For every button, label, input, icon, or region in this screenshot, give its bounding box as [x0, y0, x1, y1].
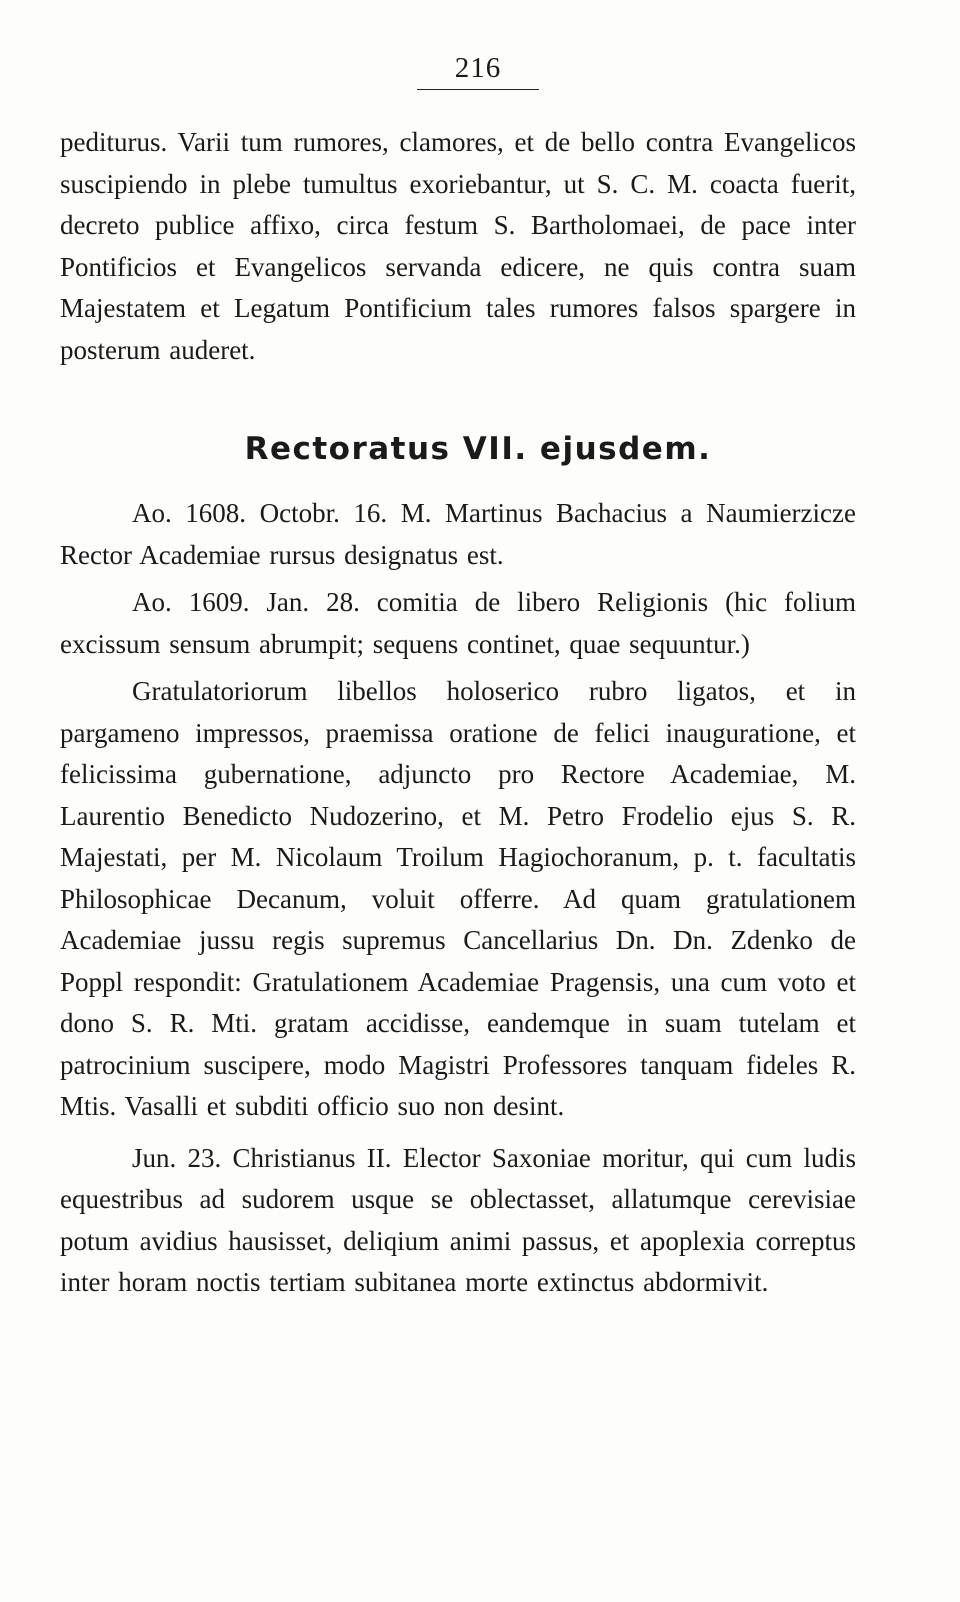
page-number: 216 [417, 52, 540, 90]
paragraph-continuation: pediturus. Varii tum rumores, clamores, et de bello contra Evangelicos suscipiendo in plebe tumultus exoriebantur, ut S. C. M. coacta fuerit, decreto publice affixo, circa festum S. Bartholomaei, de pace inter Pontificios et Evangelicos servanda edicere, ne quis contra suam Majestatem et Legatum Pontificium tales rumores falsos spargere in posterum auderet. [60, 127, 856, 365]
paragraph-entry-1608: Ao. 1608. Octobr. 16. M. Martinus Bachacius a Naumierzicze Rector Academiae rursus designatus est. [60, 498, 856, 570]
page-header [60, 52, 856, 90]
section-heading: Rectoratus VII. ejusdem. [244, 431, 712, 467]
paragraph-gratulation: Gratulatoriorum libellos holoserico rubro ligatos, et in pargameno impressos, praemissa oratione de felici inauguratione, et felicissima gubernatione, adjuncto pro Rectore Academiae, M. Laurentio Benedicto Nudozerino, et M. Petro Frodelio ejus S. R. Majestati, per M. Nicolaum Troilum Hagiochoranum, p. t. facultatis Philosophicae Decanum, voluit offerre. Ad quam gratulationem Academiae jussu regis supremus Cancellarius Dn. Dn. Zdenko de Poppl respondit: Gratulationem Academiae Pragensis, una cum voto et dono S. R. Mti. gratam accidisse, eandemque in suam tutelam et patrocinium suscipere, modo Magistri Professores tanquam fideles R. Mtis. Vasalli et subditi officio suo non desint. [60, 676, 856, 1121]
paragraph-entry-june: Jun. 23. Christianus II. Elector Saxoniae moritur, qui cum ludis equestribus ad sudorem usque se oblectasset, allatumque cerevisiae potum avidius hausisset, deliqium animi passus, et apoplexia correptus inter horam noctis tertiam subitanea morte extinctus abdormivit. [60, 1142, 856, 1297]
paragraph-entry-1609: Ao. 1609. Jan. 28. comitia de libero Religionis (hic folium excissum sensum abrumpit; sequens continet, quae sequuntur.) [60, 587, 856, 659]
